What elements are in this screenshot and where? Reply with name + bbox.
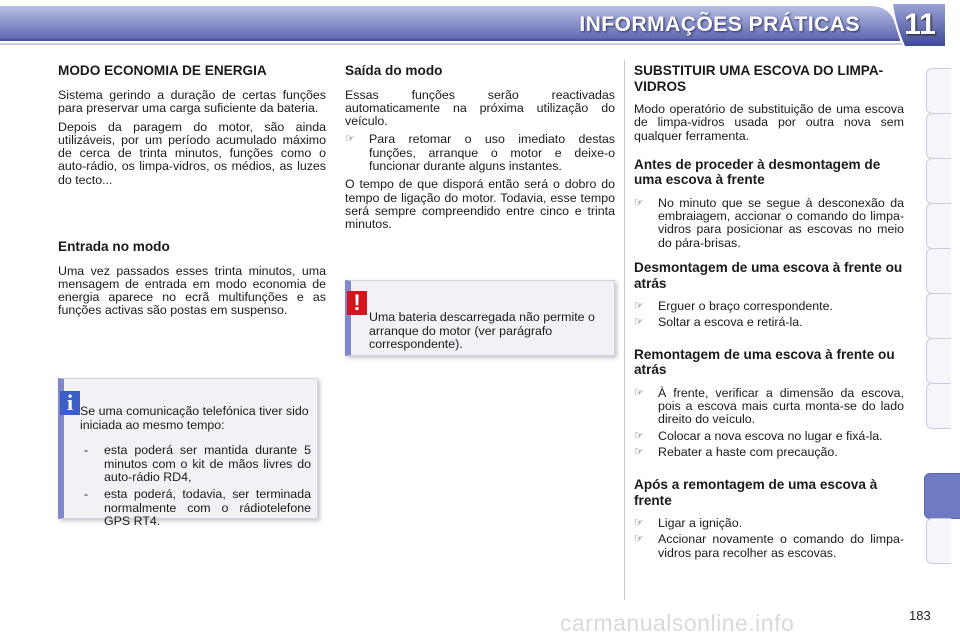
list-item	[80, 444, 311, 484]
chapter-tab[interactable]	[926, 158, 951, 204]
page-number: 183	[909, 608, 931, 623]
warning-note-text: Uma bateria descarregada não permite o arranque do motor (ver parágrafo correspondente).	[369, 310, 595, 351]
list-item-text: esta poderá ser mantida durante 5 minutos com o kit de mãos livres do auto-rádio RD4,	[104, 443, 311, 484]
paragraph: Modo operatório de substituição de uma escova de limpa-vidros usada por outra nova sem qualquer ferramenta.	[634, 102, 904, 143]
list-item	[634, 446, 904, 459]
list-item-text: À frente, verificar a dimensão da escova, pois a escova mais curta monta-se do lado direito do veículo.	[658, 385, 904, 427]
subsection-title: Após a remontagem de uma escova à frente	[634, 477, 878, 508]
warning-exclamation-icon: !	[347, 291, 367, 315]
list-item	[634, 316, 904, 329]
column-energy-saving	[58, 63, 326, 318]
hand-pointer-icon: ☞	[634, 517, 644, 530]
list-item-text: Rebater a haste com precaução.	[658, 444, 838, 459]
chapter-tab[interactable]	[926, 203, 951, 249]
hand-pointer-icon: ☞	[634, 445, 644, 458]
chapter-tabs	[926, 68, 960, 568]
list-item	[634, 300, 904, 313]
chapter-tab[interactable]	[926, 248, 951, 294]
column-divider	[624, 60, 625, 600]
column-wiper-blade	[634, 63, 904, 560]
subsection-title-entrada: Entrada no modo	[58, 239, 170, 255]
list-item-text: Colocar a nova escova no lugar e fixá-la.	[658, 428, 883, 443]
chapter-number: 11	[904, 8, 936, 41]
paragraph: Sistema gerindo a duração de certas funções para preservar uma carga suficiente da bateria.	[58, 88, 326, 116]
list-item-text: No minuto que se segue à desconexão da embraiagem, accionar o comando do limpa-vidros para posicionar as escovas no meio do pára-brisas.	[658, 195, 904, 250]
subsection-title-saida: Saída do modo	[345, 63, 443, 78]
column-exit-mode	[345, 63, 615, 231]
list-item-text: Para retomar o uso imediato destas funções, arranque o motor e deixe-o funcionar durante alguns instantes.	[369, 132, 615, 173]
list-item	[634, 517, 904, 530]
chapter-tab[interactable]	[926, 518, 951, 564]
hand-pointer-icon: ☞	[634, 533, 644, 546]
hand-pointer-icon: ☞	[345, 133, 355, 146]
section-title-wiper: SUBSTITUIR UMA ESCOVA DO LIMPA-VIDROS	[634, 63, 884, 94]
hand-pointer-icon: ☞	[634, 386, 644, 399]
info-note	[58, 378, 318, 528]
dash-marker: -	[84, 487, 89, 502]
subsection-title: Desmontagem de uma escova à frente ou atrás	[634, 260, 903, 291]
chapter-tab[interactable]	[926, 293, 951, 339]
subsection-title: Antes de proceder à desmontagem de uma escova à frente	[634, 156, 881, 188]
hand-pointer-icon: ☞	[634, 300, 644, 313]
list-item-text: Soltar a escova e retirá-la.	[658, 315, 803, 330]
hand-pointer-icon: ☞	[634, 316, 644, 329]
section-title-energy-saving: MODO ECONOMIA DE ENERGIA	[58, 63, 267, 78]
list-item	[634, 197, 904, 250]
hand-pointer-icon: ☞	[634, 196, 644, 209]
paragraph: Uma vez passados esses trinta minutos, uma mensagem de entrada em modo economia de energia aparece no ecrã multifunções e as funções activas são postas em suspenso.	[58, 263, 326, 318]
info-note-intro: Se uma comunicação telefónica tiver sido iniciada ao mesmo tempo:	[80, 404, 309, 432]
list-item	[634, 430, 904, 443]
dash-marker: -	[84, 443, 89, 458]
list-item	[634, 533, 904, 560]
chapter-tab-active[interactable]	[924, 473, 960, 519]
chapter-tab[interactable]	[926, 338, 951, 384]
list-item-text: Erguer o braço correspondente.	[658, 299, 833, 314]
chapter-tab[interactable]	[926, 383, 951, 429]
list-item-text: Ligar a ignição.	[658, 516, 743, 531]
hand-pointer-icon: ☞	[634, 429, 644, 442]
info-icon: i	[60, 391, 80, 415]
chapter-title: INFORMAÇÕES PRÁTICAS	[579, 13, 860, 36]
list-item	[634, 387, 904, 427]
list-item-text: esta poderá, todavia, ser terminada normalmente com o rádiotelefone GPS RT4.	[104, 487, 311, 528]
chapter-tab[interactable]	[926, 113, 951, 159]
chapter-header	[0, 0, 960, 50]
subsection-title: Remontagem de uma escova à frente ou atrás	[634, 346, 895, 378]
paragraph: Essas funções serão reactivadas automaticamente na próxima utilização do veículo.	[345, 87, 615, 129]
paragraph: O tempo de que disporá então será o dobro do tempo de ligação do motor. Todavia, esse tempo será sempre compreendido entre cinco e trinta minutos.	[345, 177, 615, 232]
paragraph: Depois da paragem do motor, são ainda utilizáveis, por um período acumulado máximo de cerca de trinta minutos, funções como o auto-rádio, os limpa-vidros, os médios, as luzes do tecto...	[58, 119, 326, 187]
warning-note	[345, 280, 615, 356]
list-item	[80, 488, 311, 528]
watermark: carmanualsonline.info	[560, 610, 795, 636]
list-item	[345, 133, 615, 173]
chapter-tab[interactable]	[926, 68, 951, 114]
list-item-text: Accionar novamente o comando do limpa-vidros para recolher as escovas.	[658, 532, 904, 560]
